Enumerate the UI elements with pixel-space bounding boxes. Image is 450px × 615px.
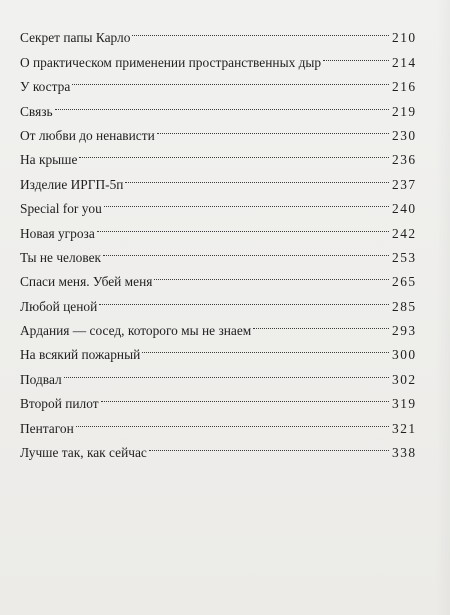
toc-leader-dots [99,286,392,310]
toc-entry-title: Любой ценой [20,298,98,314]
toc-entry-title: Ты не человек [20,249,102,265]
table-of-contents [20,18,418,461]
toc-leader-dots [79,140,392,164]
toc-leader-dots [104,189,392,213]
toc-entry-page: 293 [392,323,417,339]
toc-entry-title: Связь [20,103,53,119]
toc-entry-page: 237 [392,176,417,192]
toc-entry-title: От любви до ненависти [20,127,155,143]
toc-entry [20,164,418,192]
toc-entry-page: 216 [392,79,417,95]
toc-entry [20,408,418,436]
toc-entry-page: 242 [392,225,417,241]
toc-entry-title: О практическом применении пространственных дыр [20,54,322,70]
toc-leader-dots [149,433,392,457]
toc-entry [20,433,418,461]
toc-entry-page: 302 [392,371,417,387]
toc-entry-page: 321 [392,420,417,436]
toc-entry-title: Ардания — сосед, которого мы не знаем [20,323,252,339]
toc-leader-dots [76,408,392,432]
toc-entry [20,18,418,46]
toc-entry-page: 319 [392,396,417,412]
toc-entry-page: 219 [392,103,417,119]
toc-entry [20,359,418,387]
toc-entry-title: Спаси меня. Убей меня [20,274,153,290]
toc-entry-page: 230 [392,127,417,143]
toc-entry-page: 265 [392,274,417,290]
toc-entry-page: 285 [392,298,417,314]
toc-leader-dots [101,384,392,408]
toc-entry-title: На всякий пожарный [20,347,141,363]
toc-entry [20,91,418,119]
toc-leader-dots [154,262,392,286]
toc-entry [20,384,418,412]
page-edge-shadow [436,0,450,615]
toc-leader-dots [64,359,392,383]
toc-leader-dots [157,116,392,140]
toc-entry-title: Новая угроза [20,225,95,241]
toc-entry-title: Второй пилот [20,396,99,412]
toc-leader-dots [97,213,392,237]
toc-leader-dots [72,67,392,91]
toc-entry [20,67,418,95]
toc-leader-dots [253,311,392,335]
toc-entry-page: 210 [392,30,417,46]
toc-entry-title: На крыше [20,152,78,168]
toc-leader-dots [132,18,392,42]
toc-leader-dots [142,335,392,359]
toc-entry-page: 240 [392,201,417,217]
toc-entry-title: Секрет папы Карло [20,30,131,46]
toc-entry-page: 253 [392,249,417,265]
toc-entry-title: Special for you [20,201,102,217]
toc-leader-dots [103,238,392,262]
toc-entry-title: Подвал [20,371,62,387]
toc-entry-page: 236 [392,152,417,168]
toc-entry [20,140,418,168]
toc-leader-dots [125,164,392,188]
toc-leader-dots [55,91,392,115]
toc-entry-title: У костра [20,79,71,95]
toc-entry-title: Изделие ИРГП-5п [20,176,124,192]
toc-leader-dots [323,42,392,66]
toc-entry-title: Пентагон [20,420,74,436]
toc-entry-title: Лучше так, как сейчас [20,445,147,461]
toc-entry-page: 338 [392,445,417,461]
toc-entry [20,116,418,143]
toc-entry-page: 300 [392,347,417,363]
toc-entry-page: 214 [392,54,417,70]
